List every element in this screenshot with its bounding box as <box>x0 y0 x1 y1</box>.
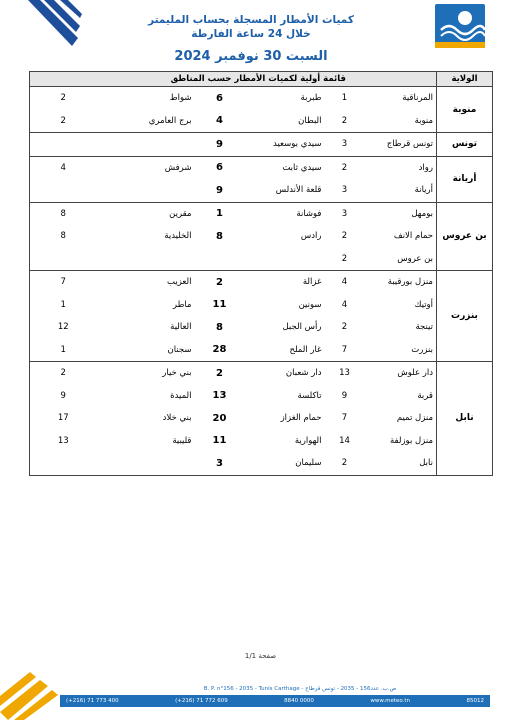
rainfall-value: 8 <box>216 230 223 242</box>
station-name: نابل <box>365 452 437 475</box>
station-name: سونين <box>298 299 322 310</box>
report-date: السبت 30 نوفمبر 2024 <box>174 49 328 64</box>
rainfall-value: 12 <box>57 322 69 333</box>
station-name: البطان <box>245 110 325 133</box>
footer-phone3: 8840 0000 <box>284 698 314 704</box>
station-name: أوتيك <box>414 299 433 310</box>
station-name: بني خيار <box>162 368 192 379</box>
station-name: تونس قرطاج <box>365 133 437 157</box>
station-name: ماطر <box>172 299 192 310</box>
rainfall-value: 11 <box>212 435 227 447</box>
rainfall-value: 1 <box>30 339 97 362</box>
station-name: بومهل <box>411 208 433 219</box>
station-name: المرناقية <box>402 93 433 104</box>
table-row <box>30 179 493 202</box>
governorate-cell: بن عروس <box>437 202 493 271</box>
station-name: العزيب <box>167 277 192 288</box>
rainfall-value: 13 <box>57 435 69 446</box>
rainfall-value <box>30 248 97 271</box>
station-name: سيدي ثابت <box>282 162 322 173</box>
station-name: مقرين <box>169 208 192 219</box>
station-name: رادس <box>300 231 322 242</box>
rainfall-value: 8 <box>60 231 66 242</box>
footer-website: www.meteo.tn <box>370 698 411 704</box>
station-name: حمام الغزاز <box>280 413 322 424</box>
station-name: الهوارية <box>294 435 322 446</box>
header-stripes-decoration <box>0 0 90 50</box>
station-name: شواط <box>169 93 192 104</box>
rainfall-value: 20 <box>212 412 227 424</box>
station-name <box>97 133 195 157</box>
col-list-header: قائمة أولية لكميات الأمطار حسب المناطق <box>30 72 437 87</box>
rainfall-value: 2 <box>325 248 365 271</box>
rainfall-value: 2 <box>325 452 365 475</box>
governorate-cell: نابل <box>437 362 493 476</box>
station-name: الخليدية <box>164 231 192 242</box>
station-name: برج العامري <box>97 110 195 133</box>
governorate-cell: منوبة <box>437 87 493 133</box>
station-name: قليبية <box>172 435 192 446</box>
table-header-row <box>30 72 493 87</box>
rainfall-value: 3 <box>341 208 348 219</box>
rainfall-value: 4 <box>60 162 66 173</box>
table-row <box>30 339 493 362</box>
station-name <box>245 248 325 271</box>
rainfall-value: 3 <box>325 179 365 202</box>
table-row <box>30 133 493 157</box>
rainfall-value: 2 <box>216 367 223 379</box>
footer-phone1: (+216) 71 773 400 <box>66 698 119 704</box>
footer-stripes-decoration <box>0 660 80 720</box>
station-name: بني خلاد <box>162 413 192 424</box>
station-name: قلعة الأندلس <box>245 179 325 202</box>
rainfall-value: 9 <box>60 390 66 401</box>
station-name: العالية <box>170 322 192 333</box>
rainfall-value: 2 <box>341 322 348 333</box>
institute-logo <box>435 4 485 48</box>
page-number: صفحة 1/1 <box>244 652 277 660</box>
rainfall-value: 2 <box>325 110 365 133</box>
rainfall-value: 9 <box>195 133 245 157</box>
col-wilaya-header: الولاية <box>437 72 493 87</box>
station-name: منوبة <box>365 110 437 133</box>
rainfall-value: 2 <box>341 231 348 242</box>
footer-code: 85012 <box>466 698 484 704</box>
rainfall-value: 4 <box>195 110 245 133</box>
rainfall-value: 28 <box>195 339 245 362</box>
rainfall-value: 4 <box>341 299 348 310</box>
rainfall-value: 13 <box>339 368 350 379</box>
station-name: تينجة <box>415 322 433 333</box>
station-name: حمام الانف <box>393 231 433 242</box>
table-row <box>30 87 493 110</box>
table-row <box>30 202 493 225</box>
station-name: منزل بورقيبة <box>387 277 433 288</box>
rainfall-value: 7 <box>60 277 66 288</box>
table-row <box>30 362 493 385</box>
table-row <box>30 385 493 408</box>
rainfall-value <box>30 179 97 202</box>
station-name: رأس الجبل <box>282 322 322 333</box>
station-name: قربة <box>417 390 433 401</box>
footer-phone2: (+216) 71 772 609 <box>175 698 228 704</box>
table-row <box>30 248 493 271</box>
rainfall-value: 1 <box>341 93 348 104</box>
rainfall-value: 9 <box>195 179 245 202</box>
rainfall-value: 11 <box>212 299 227 311</box>
station-name <box>97 248 195 271</box>
rainfall-value: 2 <box>60 368 66 379</box>
sun-wave-icon <box>435 4 485 42</box>
rainfall-value: 8 <box>60 208 66 219</box>
station-name: فوشانة <box>296 208 322 219</box>
rainfall-value: 3 <box>325 133 365 157</box>
rainfall-value: 7 <box>341 413 348 424</box>
rainfall-value: 9 <box>341 390 348 401</box>
table-row <box>30 452 493 475</box>
rainfall-value: 1 <box>216 208 223 220</box>
report-subtitle: خلال 24 ساعة الفارطة <box>191 28 311 40</box>
rainfall-value: 2 <box>60 93 66 104</box>
rainfall-value: 2 <box>216 276 223 288</box>
table-row <box>30 225 493 248</box>
station-name: أريانة <box>365 179 437 202</box>
rainfall-value: 6 <box>216 162 223 174</box>
table-row <box>30 316 493 339</box>
logo-strip <box>435 42 485 48</box>
table-row <box>30 271 493 294</box>
rainfall-value <box>30 452 97 475</box>
rainfall-value: 2 <box>341 162 348 173</box>
station-name: سيدي بوسعيد <box>245 133 325 157</box>
rainfall-value: 17 <box>57 413 69 424</box>
rainfall-table <box>29 71 493 476</box>
station-name: الميدة <box>170 390 192 401</box>
rainfall-value: 2 <box>30 110 97 133</box>
rainfall-value: 3 <box>195 452 245 475</box>
station-name: بنزرت <box>365 339 437 362</box>
station-name: منزل تميم <box>396 413 433 424</box>
rainfall-value <box>30 133 97 157</box>
station-name: بن عروس <box>365 248 437 271</box>
station-name: شرفش <box>164 162 192 173</box>
station-name: سجنان <box>97 339 195 362</box>
governorate-cell: تونس <box>437 133 493 157</box>
table-row <box>30 430 493 453</box>
rainfall-value: 8 <box>216 321 223 333</box>
table-row <box>30 156 493 179</box>
rainfall-value: 13 <box>212 390 227 402</box>
rainfall-value: 1 <box>60 299 66 310</box>
footer-address: B. P. n°156 - 2035 - Tunis Carthage - ص.ب. عدد156 - 2035 - تونس قرطاج <box>203 686 397 692</box>
station-name: طبربة <box>300 93 322 104</box>
governorate-cell: أريانة <box>437 156 493 202</box>
rainfall-value: 7 <box>325 339 365 362</box>
table-row <box>30 294 493 317</box>
table-row <box>30 407 493 430</box>
footer-bar <box>60 695 490 707</box>
station-name: دار علوش <box>397 368 433 379</box>
station-name: رواد <box>418 162 433 173</box>
station-name: غار الملح <box>245 339 325 362</box>
report-title: كميات الأمطار المسجلة بحساب المليمتر <box>148 14 354 26</box>
report-header <box>141 13 361 64</box>
rainfall-value: 4 <box>341 277 348 288</box>
table-row <box>30 110 493 133</box>
station-name <box>97 452 195 475</box>
governorate-cell: بنزرت <box>437 271 493 362</box>
station-name: دار شعبان <box>285 368 322 379</box>
rainfall-value <box>195 248 245 271</box>
station-name <box>97 179 195 202</box>
rainfall-value: 14 <box>339 435 350 446</box>
station-name: تاكلسة <box>297 390 322 401</box>
station-name: غزالة <box>302 277 322 288</box>
station-name: سليمان <box>245 452 325 475</box>
rainfall-value: 6 <box>216 92 223 104</box>
station-name: منزل بوزلفة <box>390 435 433 446</box>
